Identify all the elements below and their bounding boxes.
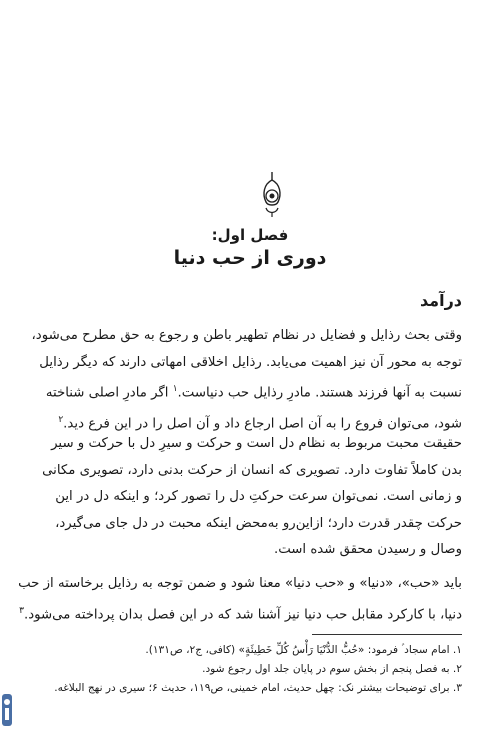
paragraph-2: [38, 431, 462, 564]
chapter-title: دوری از حب دنیا: [173, 247, 327, 269]
paragraph-1: [31, 323, 462, 438]
paragraph-line: بدن کاملاً تفاوت دارد. تصویری که انسان از حرکت بدنی دارد، تصویری مکانی: [42, 462, 462, 478]
paragraph-line-tail: اگر مادرِ اصلی شناخته: [45, 385, 169, 401]
paragraph-line: [19, 598, 462, 629]
paragraph-line: حقیقت محبت مربوط به نظام دل است و حرکت و سیرِ دل با حرکت و سیر: [51, 436, 462, 451]
footnote-marker-2[interactable]: ۲: [58, 414, 64, 425]
paragraph-line: حرکت چقدر قدرت دارد؛ ازاین‌رو به‌محض اینکه محبت در دل جای می‌گیرد،: [55, 515, 462, 531]
chapter-label: فصل اول:: [211, 226, 289, 244]
section-heading: درآمد: [419, 291, 462, 310]
paragraph-line: و زمانی است. نمی‌توان سرعت حرکتِ دل را تصور کرد؛ و اینکه دل در این: [55, 489, 462, 504]
footnote-divider: [312, 634, 462, 635]
footnote-item: ۳. برای توضیحات بیشتر نک: چهل حدیث، امام خمینی، ص۱۱۹، حدیث ۶؛ سیری در نهج البلاغه.: [54, 682, 462, 694]
footnote-marker-3[interactable]: ۳: [19, 605, 24, 616]
paragraph-line: باید «حب»، «دنیا» و «حب دنیا» معنا شود و ضمن توجه به رذایل برخاسته از حب: [18, 576, 462, 591]
paragraph-line-text: دنیا، با کارکرد مقابل حب دنیا نیز آشنا شد که در این فصل بدان پرداخته می‌شود.: [23, 606, 462, 622]
paragraph-line: توجه به محور آن نیز اهمیت می‌یابد. رذایل اخلاقی امهاتی دارند که دیگر رذایل: [39, 354, 462, 370]
footnote-item: ۲. به فصل پنجم از بخش سوم در پایان جلد اول رجوع شود.: [202, 663, 462, 675]
footnote-marker-1[interactable]: ۱: [172, 384, 178, 394]
footnote-item: ۱. امام سجاد ؑ فرمود: «حُبُّ الدُّنْيَا رَأْسُ كُلِّ خَطِيئَةٍ» (کافی، ج۲، ص۱۳۱).: [145, 644, 462, 656]
paragraph-line-text: نسبت به آنها فرزند هستند. مادرِ رذایل حب دنیاست.: [177, 385, 462, 401]
paragraph-line: [38, 376, 462, 407]
publisher-logo-icon: [0, 690, 16, 730]
paragraph-line: وصال و رسیدن محقق شده است.: [273, 542, 462, 557]
paragraph-line-text: شود، می‌توان فروع را به آن اصل ارجاع داد و آن اصل را در این فرع دید.: [63, 416, 462, 432]
paragraph-line: وقتی بحث رذایل و فضایل در نظام تطهیر باطن و رجوع به حق مطرح می‌شود،: [31, 328, 462, 343]
footnotes: [38, 641, 462, 698]
paragraph-3: [18, 571, 462, 628]
ornament-icon: [258, 170, 286, 218]
